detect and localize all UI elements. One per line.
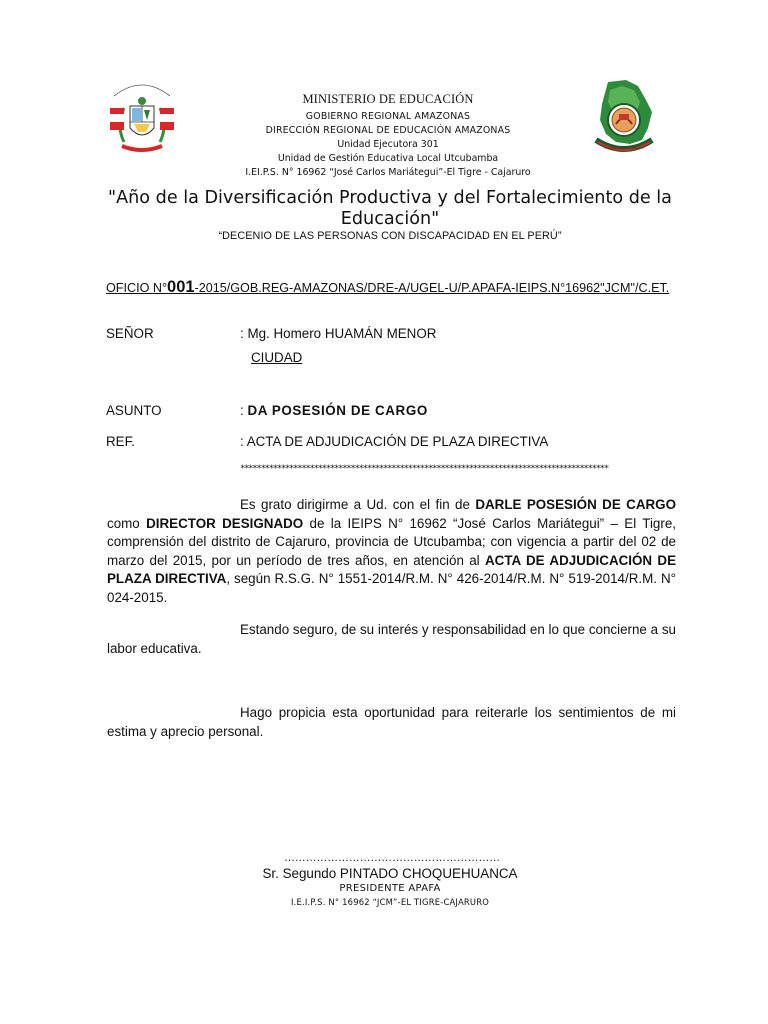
subject-colon: : (240, 403, 248, 418)
body-paragraph-3: Hago propicia esta oportunidad para reiterarle los sentimientos de mi estima y aprecio personal. (107, 705, 676, 739)
p1-text-c: como (107, 515, 147, 531)
asterisk-separator: ****************************************************************************************** (240, 464, 608, 474)
oficio-prefix: OFICIO N° (106, 281, 168, 295)
signatory-role: PRESIDENTE APAFA (339, 883, 441, 894)
local-management-unit: Unidad de Gestión Educativa Local Utcubamba (277, 153, 499, 164)
p1-bold-posesion: DARLE POSESIÓN DE CARGO (475, 497, 676, 512)
subject-text: DA POSESIÓN DE CARGO (247, 403, 428, 418)
oficio-number: 001 (167, 278, 195, 296)
p1-bold-acta: ACTA DE ADJUDICACIÓN DE PLAZA DIRECTIVA (107, 552, 677, 587)
reference-label: REF. (106, 434, 136, 449)
amazonas-regional-emblem-icon (586, 78, 662, 162)
body-paragraph-1 (107, 496, 676, 608)
letterhead (230, 92, 546, 181)
executing-unit: Unidad Ejecutora 301 (337, 139, 439, 150)
school-name: I.EI.P.S. N° 16962 “José Carlos Mariátegui”-El Tigre - Cajaruro (245, 167, 531, 178)
p1-text-g: , según R.S.G. N° 1551-2014/R.M. N° 426-2014/R.M. N° 519-2014/R.M. N° 024-2015. (107, 571, 676, 605)
recipient-value: : Mg. Homero HUAMÁN MENOR (240, 326, 437, 341)
body-paragraph-2: Estando seguro, de su interés y responsabilidad en lo que concierne a su labor educativa. (107, 622, 676, 656)
signatory-institution: I.E.I.P.S. N° 16962 “JCM”-EL TIGRE-CAJARURO (290, 897, 490, 907)
p1-bold-director: DIRECTOR DESIGNADO (146, 515, 304, 531)
regional-directorate: DIRECCIÓN REGIONAL DE EDUCACIÓN AMAZONAS (265, 125, 511, 136)
regional-government: GOBIERNO REGIONAL AMAZONAS (305, 111, 471, 122)
year-title: "Año de la Diversificación Productiva y del Fortalecimiento de la Educación" (108, 188, 672, 229)
oficio-suffix: -2015/GOB.REG-AMAZONAS/DRE-A/UGEL-U/P.APAFA-IEIPS.N°16962"JCM"/C.ET. (194, 281, 670, 295)
reference-value: : ACTA DE ADJUDICACIÓN DE PLAZA DIRECTIVA (240, 434, 549, 449)
recipient-label: SEÑOR (106, 326, 154, 341)
signatory-name: Sr. Segundo PINTADO CHOQUEHUANCA (262, 866, 518, 881)
oficio-reference (106, 278, 706, 297)
p1-text-e: de la IEIPS N° 16962 “José Carlos Mariátegui” – El Tigre, comprensión del distrito de Cajaruro, provincia de Utcubamba; con vigencia a partir del 02 de marzo del 2015, por un período de tres años, en atención al (107, 515, 676, 568)
decade-subtitle: “DECENIO DE LAS PERSONAS CON DISCAPACIDAD EN EL PERÚ” (218, 230, 562, 242)
city-label: CIUDAD (251, 350, 303, 365)
peru-coat-of-arms-icon (104, 72, 180, 158)
subject-value (240, 403, 428, 418)
ministry-name: MINISTERIO DE EDUCACIÓN (302, 92, 474, 106)
subject-label: ASUNTO (106, 403, 162, 418)
p1-text-a: Es grato dirigirme a Ud. con el fin de (240, 497, 476, 512)
signature-line: …………………………………………………… (283, 852, 500, 864)
